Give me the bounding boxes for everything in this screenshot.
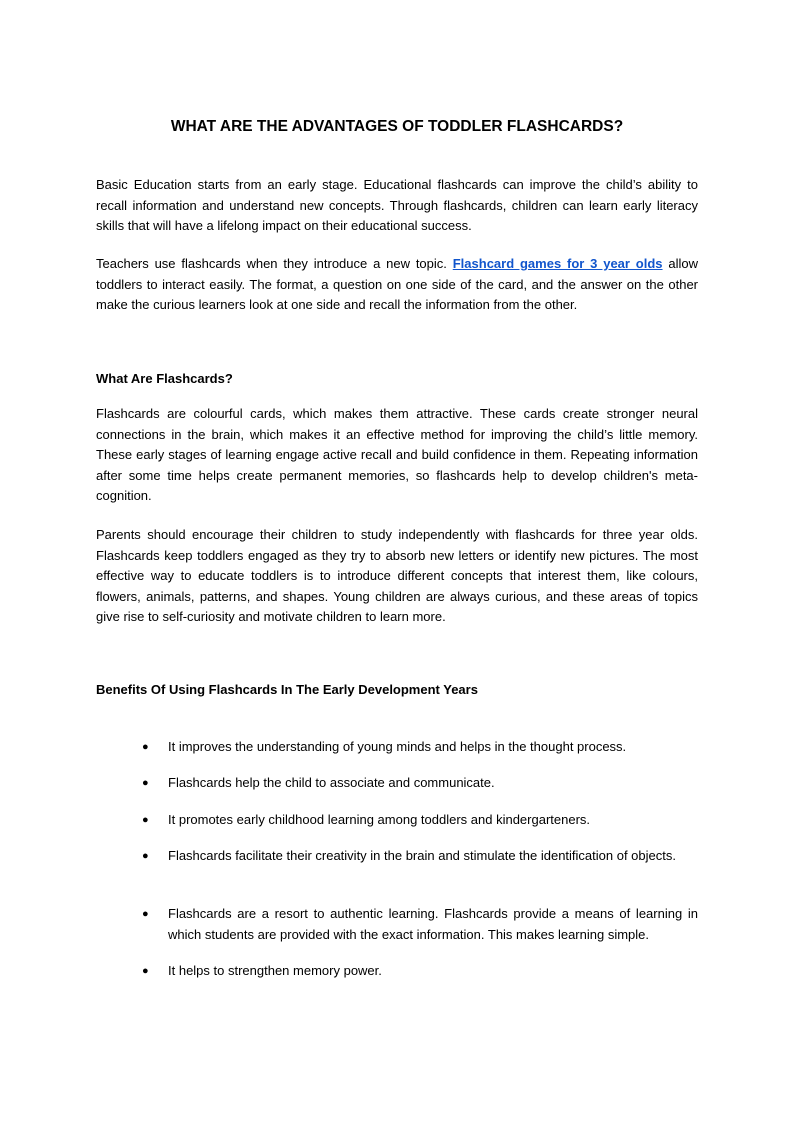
teachers-paragraph-text-after: allow toddlers to interact easily. The format, a question on one side of the card, and the answer on the other make the curious learners look at one side and recall the information from the other. (96, 256, 698, 312)
list-item-text: It helps to strengthen memory power. (168, 963, 382, 978)
list-item-text: It improves the understanding of young minds and helps in the thought process. (168, 739, 627, 754)
list-item-text: It promotes early childhood learning among toddlers and kindergarteners. (168, 812, 591, 827)
flashcards-description-paragraph: Flashcards are colourful cards, which makes them attractive. These cards create stronger neural connections in the brain, which makes it an effective method for improving the child’s little memory. These early stages of learning engage active recall and build confidence in them. Repeating information after some time helps create permanent memories, so flashcards help to develop children's meta-cognition. (96, 406, 698, 503)
bullet-icon: ● (142, 741, 149, 753)
parents-paragraph: Parents should encourage their children to study independently with flashcards for three year olds. Flashcards keep toddlers engaged as they try to absorb new letters or identify new pictures. The most effective way to educate toddlers is to introduce different concepts that interest them, like colours, flowers, animals, patterns, and shapes. Young children are always curious, and these areas of topics give rise to self-curiosity and motivate children to learn more. (96, 527, 698, 624)
intro-paragraph: Basic Education starts from an early stage. Educational flashcards can improve the child’s ability to recall information and understand new concepts. Through flashcards, children can learn early literacy skills that will have a lifelong impact on their educational success. (96, 177, 698, 233)
list-item-text: Flashcards are a resort to authentic learning. Flashcards provide a means of learning in which students are provided with the exact information. This makes learning simple. (168, 906, 698, 942)
bullet-icon: ● (142, 965, 149, 977)
section-heading-what-are-flashcards: What Are Flashcards? (96, 371, 233, 386)
bullet-icon: ● (142, 777, 149, 789)
teachers-paragraph-text-before: Teachers use flashcards when they introduce a new topic. (96, 256, 453, 271)
list-item-text: Flashcards help the child to associate and communicate. (168, 775, 495, 790)
bullet-icon: ● (142, 908, 149, 920)
section-heading-benefits: Benefits Of Using Flashcards In The Early Development Years (96, 682, 478, 697)
bullet-icon: ● (142, 814, 149, 826)
document-title: WHAT ARE THE ADVANTAGES OF TODDLER FLASHCARDS? (170, 118, 624, 135)
list-item-text: Flashcards facilitate their creativity in the brain and stimulate the identification of objects. (168, 848, 676, 863)
flashcard-games-link[interactable]: Flashcard games for 3 year olds (452, 256, 663, 271)
bullet-icon: ● (142, 850, 149, 862)
teachers-paragraph (96, 254, 698, 316)
